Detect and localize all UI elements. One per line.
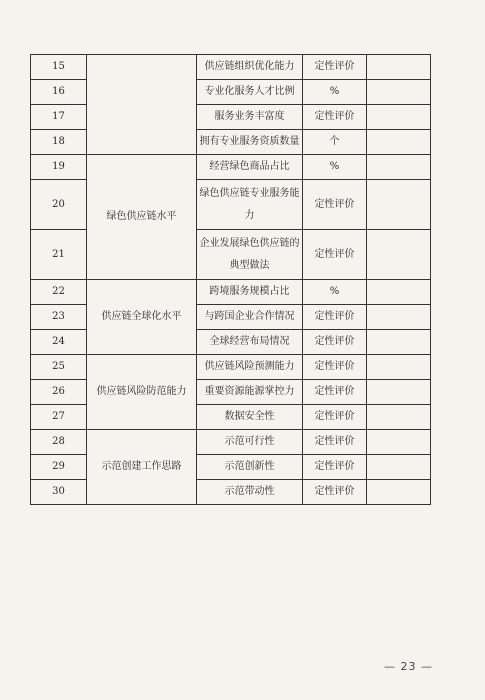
note-cell [367, 55, 431, 80]
evaluation-type: 定性评价 [303, 55, 367, 80]
category-cell: 供应链风险防范能力 [87, 355, 197, 430]
row-number: 16 [31, 80, 87, 105]
row-number: 27 [31, 405, 87, 430]
note-cell [367, 455, 431, 480]
evaluation-type: 定性评价 [303, 355, 367, 380]
note-cell [367, 405, 431, 430]
note-cell [367, 355, 431, 380]
indicator-name: 示范创新性 [197, 455, 303, 480]
evaluation-type: 定性评价 [303, 430, 367, 455]
evaluation-type: 定性评价 [303, 405, 367, 430]
indicator-name: 服务业务丰富度 [197, 105, 303, 130]
note-cell [367, 130, 431, 155]
indicator-name: 重要资源能源掌控力 [197, 380, 303, 405]
table-row [31, 355, 431, 380]
evaluation-type: % [303, 155, 367, 180]
note-cell [367, 380, 431, 405]
note-cell [367, 330, 431, 355]
evaluation-type: 定性评价 [303, 480, 367, 505]
indicator-table [30, 54, 431, 505]
page-number: — 23 — [384, 660, 433, 673]
indicator-name: 示范可行性 [197, 430, 303, 455]
indicator-name: 全球经营布局情况 [197, 330, 303, 355]
row-number: 29 [31, 455, 87, 480]
indicator-name: 专业化服务人才比例 [197, 80, 303, 105]
indicator-name: 与跨国企业合作情况 [197, 305, 303, 330]
evaluation-type: % [303, 280, 367, 305]
indicator-name: 经营绿色商品占比 [197, 155, 303, 180]
category-cell: 示范创建工作思路 [87, 430, 197, 505]
indicator-name: 绿色供应链专业服务能力 [197, 180, 303, 230]
evaluation-type: 个 [303, 130, 367, 155]
row-number: 21 [31, 230, 87, 280]
note-cell [367, 80, 431, 105]
category-cell: 绿色供应链水平 [87, 155, 197, 280]
table-row [31, 430, 431, 455]
row-number: 19 [31, 155, 87, 180]
note-cell [367, 430, 431, 455]
indicator-name: 示范带动性 [197, 480, 303, 505]
note-cell [367, 230, 431, 280]
evaluation-type: 定性评价 [303, 380, 367, 405]
row-number: 17 [31, 105, 87, 130]
category-cell: 供应链全球化水平 [87, 280, 197, 355]
evaluation-type: 定性评价 [303, 455, 367, 480]
note-cell [367, 105, 431, 130]
row-number: 15 [31, 55, 87, 80]
evaluation-type: 定性评价 [303, 105, 367, 130]
evaluation-type: 定性评价 [303, 330, 367, 355]
evaluation-type: 定性评价 [303, 230, 367, 280]
table-row [31, 55, 431, 80]
note-cell [367, 280, 431, 305]
indicator-name: 企业发展绿色供应链的典型做法 [197, 230, 303, 280]
row-number: 24 [31, 330, 87, 355]
row-number: 26 [31, 380, 87, 405]
indicator-name: 拥有专业服务资质数量 [197, 130, 303, 155]
note-cell [367, 180, 431, 230]
category-cell [87, 55, 197, 155]
note-cell [367, 155, 431, 180]
row-number: 22 [31, 280, 87, 305]
note-cell [367, 480, 431, 505]
row-number: 30 [31, 480, 87, 505]
row-number: 28 [31, 430, 87, 455]
row-number: 18 [31, 130, 87, 155]
row-number: 23 [31, 305, 87, 330]
evaluation-type: 定性评价 [303, 305, 367, 330]
indicator-name: 数据安全性 [197, 405, 303, 430]
row-number: 20 [31, 180, 87, 230]
indicator-name: 供应链风险预测能力 [197, 355, 303, 380]
table-row [31, 155, 431, 180]
indicator-name: 供应链组织优化能力 [197, 55, 303, 80]
row-number: 25 [31, 355, 87, 380]
evaluation-type: 定性评价 [303, 180, 367, 230]
evaluation-type: % [303, 80, 367, 105]
table-row [31, 280, 431, 305]
note-cell [367, 305, 431, 330]
indicator-name: 跨境服务规模占比 [197, 280, 303, 305]
